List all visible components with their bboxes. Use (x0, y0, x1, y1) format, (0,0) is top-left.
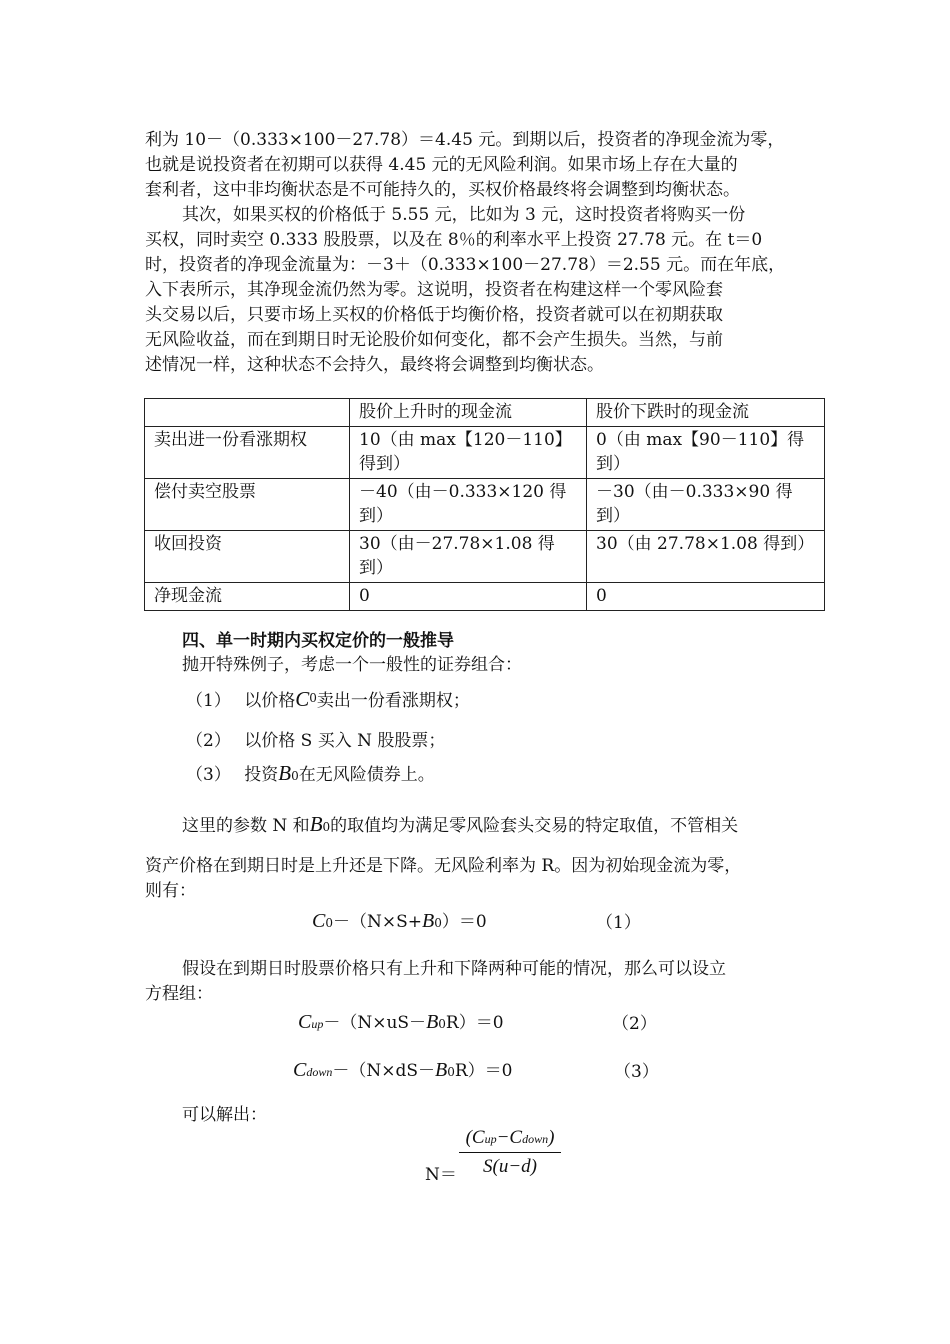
fraction-bar (459, 1152, 561, 1153)
table-header-cell: 股价上升时的现金流 (350, 399, 587, 427)
section-heading: 四、单一时期内买权定价的一般推导 (182, 631, 454, 651)
list-item: （2） 以价格 S 买入 N 股股票； (186, 731, 446, 751)
paragraph-line: 买权，同时卖空 0.333 股股票，以及在 8％的利率水平上投资 27.78 元。在 t＝0 (145, 230, 763, 250)
table-cell: －40（由－0.333×120 得到） (350, 479, 587, 531)
fraction-denominator: S(u−d) (483, 1156, 537, 1177)
symbol-b: B (278, 761, 292, 785)
table-cell: 卖出进一份看涨期权 (145, 427, 350, 479)
table-header-cell: 股价下跌时的现金流 (587, 399, 825, 427)
n-label: N＝ (425, 1165, 457, 1185)
table-header-row (145, 399, 825, 427)
table-row (145, 479, 825, 531)
table-row (145, 583, 825, 611)
equation-2: Cup－（N×uS－B0R）＝0 (298, 1011, 504, 1033)
table-cell: 0 (350, 583, 587, 611)
paragraph-line: 则有： (145, 881, 196, 901)
table-cell: 收回投资 (145, 531, 350, 583)
list-item: （3） 投资B0在无风险债券上。 (186, 761, 435, 785)
table-cell: 30（由－27.78×1.08 得到） (350, 531, 587, 583)
paragraph-line: 头交易以后，只要市场上买权的价格低于均衡价格，投资者就可以在初期获取 (145, 305, 723, 325)
paragraph-line: 述情况一样，这种状态不会持久，最终将会调整到均衡状态。 (145, 355, 604, 375)
item-number: （1） (186, 691, 231, 711)
paragraph-line: 其次，如果买权的价格低于 5.55 元，比如为 3 元，这时投资者将购买一份 (182, 205, 746, 225)
equation-1: C0－（N×S+B0）＝0 (312, 910, 487, 932)
symbol-c: C (295, 687, 310, 711)
cash-flow-table (144, 398, 825, 611)
paragraph-line: 利为 10－（0.333×100－27.78）＝4.45 元。到期以后，投资者的净现金流为零， (145, 130, 785, 150)
item-number: （3） (186, 765, 231, 785)
paragraph-line: 可以解出： (182, 1105, 267, 1125)
paragraph-line: 假设在到期日时股票价格只有上升和下降两种可能的情况，那么可以设立 (182, 959, 726, 979)
fraction-numerator: (Cup−Cdown) (465, 1127, 555, 1148)
paragraph-line: 入下表所示，其净现金流仍然为零。这说明，投资者在构建这样一个零风险套 (145, 280, 723, 300)
equation-3: Cdown－（N×dS－B0R）＝0 (293, 1059, 513, 1081)
table-cell: 净现金流 (145, 583, 350, 611)
table-cell: 0 (587, 583, 825, 611)
paragraph-line: 也就是说投资者在初期可以获得 4.45 元的无风险利润。如果市场上存在大量的 (145, 155, 738, 175)
table-row (145, 531, 825, 583)
paragraph-line: 套利者，这中非均衡状态是不可能持久的，买权价格最终将会调整到均衡状态。 (145, 180, 740, 200)
paragraph-line: 资产价格在到期日时是上升还是下降。无风险利率为 R。因为初始现金流为零， (145, 856, 742, 876)
table-cell: 30（由 27.78×1.08 得到） (587, 531, 825, 583)
table-cell: 0（由 max【90－110】得到） (587, 427, 825, 479)
paragraph-line: 这里的参数 N 和B0的取值均为满足零风险套头交易的特定取值，不管相关 (182, 812, 739, 836)
paragraph-line: 时，投资者的净现金流量为：－3＋（0.333×100－27.78）＝2.55 元。而在年底， (145, 255, 786, 275)
item-number: （2） (186, 731, 231, 751)
n-fraction (459, 1126, 561, 1179)
table-header-cell (145, 399, 350, 427)
list-item: （1） 以价格$C^0$卖出一份看涨期权； (186, 687, 470, 711)
table-cell: 10（由 max【120－110】得到） (350, 427, 587, 479)
table-cell: －30（由－0.333×90 得到） (587, 479, 825, 531)
paragraph-line: 方程组： (145, 984, 213, 1004)
equation-number: （1） (596, 913, 641, 933)
equation-number: （3） (614, 1062, 659, 1082)
section-intro: 抛开特殊例子，考虑一个一般性的证券组合： (182, 655, 522, 675)
paragraph-line: 无风险收益，而在到期日时无论股价如何变化，都不会产生损失。当然，与前 (145, 330, 723, 350)
equation-number: （2） (612, 1014, 657, 1034)
table-cell: 偿付卖空股票 (145, 479, 350, 531)
table-row (145, 427, 825, 479)
